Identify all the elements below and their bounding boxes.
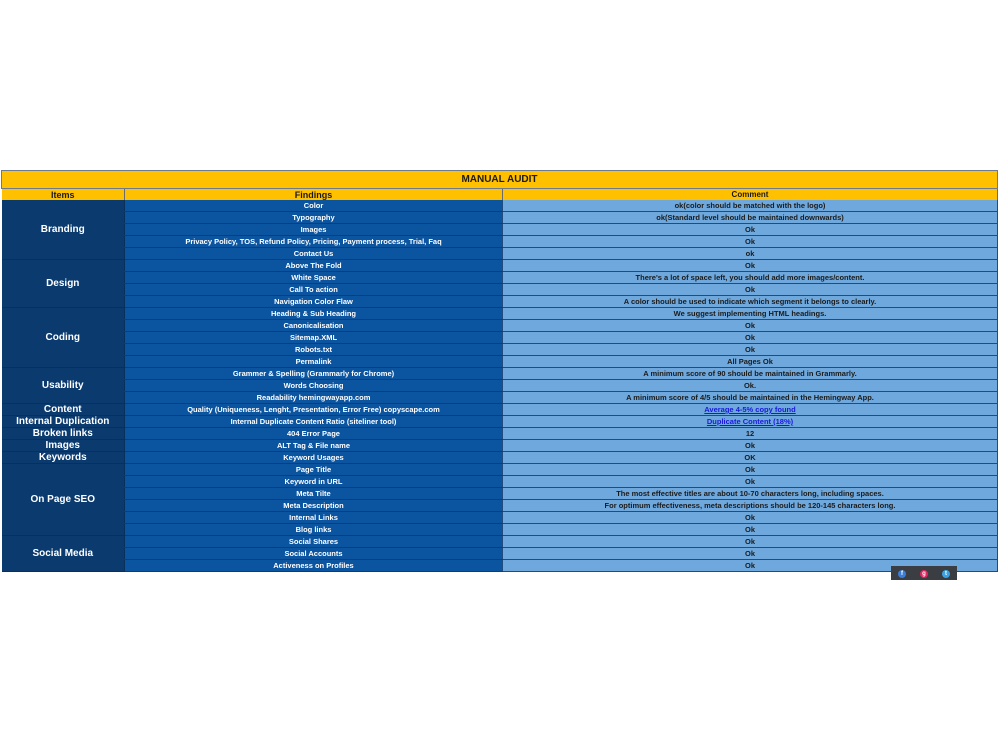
finding-cell: Internal Links — [125, 512, 503, 524]
finding-cell: ALT Tag & File name — [125, 440, 503, 452]
audit-table-body — [2, 200, 998, 572]
share-widget — [891, 566, 957, 580]
table-row — [2, 488, 998, 500]
table-row — [2, 560, 998, 572]
finding-cell: Social Accounts — [125, 548, 503, 560]
manual-audit-table — [1, 170, 998, 572]
comment-cell: The most effective titles are about 10-70 characters long, including spaces. — [503, 488, 998, 500]
comment-cell: Ok — [503, 332, 998, 344]
item-category: Internal Duplication — [2, 416, 125, 428]
comment-cell: Ok — [503, 320, 998, 332]
item-category: Keywords — [2, 452, 125, 464]
item-category: Images — [2, 440, 125, 452]
comment-cell: There's a lot of space left, you should add more images/content. — [503, 272, 998, 284]
finding-cell: Typography — [125, 212, 503, 224]
comment-cell: Ok — [503, 560, 998, 572]
table-row — [2, 200, 998, 212]
comment-cell: ok — [503, 248, 998, 260]
finding-cell: Page Title — [125, 464, 503, 476]
table-row — [2, 380, 998, 392]
item-category: On Page SEO — [2, 464, 125, 536]
table-row — [2, 272, 998, 284]
comment-cell: A minimum score of 4/5 should be maintained in the Hemingway App. — [503, 392, 998, 404]
table-row — [2, 332, 998, 344]
finding-cell: White Space — [125, 272, 503, 284]
finding-cell: Contact Us — [125, 248, 503, 260]
finding-cell: 404 Error Page — [125, 428, 503, 440]
comment-cell: Ok — [503, 524, 998, 536]
comment-cell: ok(Standard level should be maintained downwards) — [503, 212, 998, 224]
table-row — [2, 308, 998, 320]
comment-cell: All Pages Ok — [503, 356, 998, 368]
comment-cell: Ok — [503, 512, 998, 524]
comment-link[interactable]: Average 4-5% copy found — [704, 405, 796, 414]
table-row — [2, 452, 998, 464]
finding-cell: Meta Tilte — [125, 488, 503, 500]
finding-cell: Blog links — [125, 524, 503, 536]
table-row — [2, 260, 998, 272]
finding-cell: Keyword in URL — [125, 476, 503, 488]
comment-link[interactable]: Duplicate Content (18%) — [706, 417, 794, 426]
finding-cell: Canonicalisation — [125, 320, 503, 332]
comment-cell: We suggest implementing HTML headings. — [503, 308, 998, 320]
header-comment: Comment — [503, 189, 998, 201]
table-row — [2, 296, 998, 308]
item-category: Usability — [2, 368, 125, 404]
google-plus-icon[interactable]: g — [920, 570, 928, 578]
finding-cell: Meta Description — [125, 500, 503, 512]
finding-cell: Above The Fold — [125, 260, 503, 272]
header-findings: Findings — [125, 189, 503, 201]
table-row — [2, 212, 998, 224]
finding-cell: Grammer & Spelling (Grammarly for Chrome) — [125, 368, 503, 380]
comment-cell: OK — [503, 452, 998, 464]
table-row — [2, 224, 998, 236]
finding-cell: Sitemap.XML — [125, 332, 503, 344]
table-row — [2, 416, 998, 428]
table-row — [2, 236, 998, 248]
table-row — [2, 428, 998, 440]
finding-cell: Images — [125, 224, 503, 236]
finding-cell: Internal Duplicate Content Ratio (siteliner tool) — [125, 416, 503, 428]
finding-cell: Readability hemingwayapp.com — [125, 392, 503, 404]
comment-cell — [503, 416, 998, 428]
header-items: Items — [2, 189, 125, 201]
comment-cell — [503, 404, 998, 416]
table-row — [2, 356, 998, 368]
comment-cell: Ok — [503, 236, 998, 248]
table-row — [2, 392, 998, 404]
item-category: Broken links — [2, 428, 125, 440]
table-row — [2, 404, 998, 416]
comment-cell: A minimum score of 90 should be maintained in Grammarly. — [503, 368, 998, 380]
table-row — [2, 440, 998, 452]
finding-cell: Robots.txt — [125, 344, 503, 356]
finding-cell: Navigation Color Flaw — [125, 296, 503, 308]
table-row — [2, 344, 998, 356]
table-row — [2, 284, 998, 296]
comment-cell: Ok — [503, 536, 998, 548]
finding-cell: Permalink — [125, 356, 503, 368]
comment-cell: Ok. — [503, 380, 998, 392]
finding-cell: Quality (Uniqueness, Lenght, Presentation, Error Free) copyscape.com — [125, 404, 503, 416]
table-row — [2, 476, 998, 488]
comment-cell: Ok — [503, 260, 998, 272]
comment-cell: Ok — [503, 464, 998, 476]
item-category: Branding — [2, 200, 125, 260]
table-row — [2, 320, 998, 332]
comment-cell: For optimum effectiveness, meta descriptions should be 120-145 characters long. — [503, 500, 998, 512]
comment-cell: Ok — [503, 224, 998, 236]
twitter-icon[interactable]: t — [942, 570, 950, 578]
comment-cell: Ok — [503, 440, 998, 452]
comment-cell: ok(color should be matched with the logo) — [503, 200, 998, 212]
table-row — [2, 248, 998, 260]
item-category: Design — [2, 260, 125, 308]
finding-cell: Color — [125, 200, 503, 212]
table-row — [2, 548, 998, 560]
table-row — [2, 500, 998, 512]
comment-cell: A color should be used to indicate which segment it belongs to clearly. — [503, 296, 998, 308]
item-category: Coding — [2, 308, 125, 368]
item-category: Social Media — [2, 536, 125, 572]
table-title: MANUAL AUDIT — [2, 171, 998, 189]
finding-cell: Privacy Policy, TOS, Refund Policy, Pricing, Payment process, Trial, Faq — [125, 236, 503, 248]
comment-cell: Ok — [503, 284, 998, 296]
comment-cell: Ok — [503, 548, 998, 560]
finding-cell: Call To action — [125, 284, 503, 296]
comment-cell: Ok — [503, 344, 998, 356]
finding-cell: Social Shares — [125, 536, 503, 548]
finding-cell: Keyword Usages — [125, 452, 503, 464]
finding-cell: Heading & Sub Heading — [125, 308, 503, 320]
comment-cell: Ok — [503, 476, 998, 488]
table-row — [2, 464, 998, 476]
table-row — [2, 512, 998, 524]
finding-cell: Words Choosing — [125, 380, 503, 392]
table-row — [2, 536, 998, 548]
table-row — [2, 524, 998, 536]
finding-cell: Activeness on Profiles — [125, 560, 503, 572]
table-row — [2, 368, 998, 380]
facebook-icon[interactable]: f — [898, 570, 906, 578]
item-category: Content — [2, 404, 125, 416]
comment-cell: 12 — [503, 428, 998, 440]
